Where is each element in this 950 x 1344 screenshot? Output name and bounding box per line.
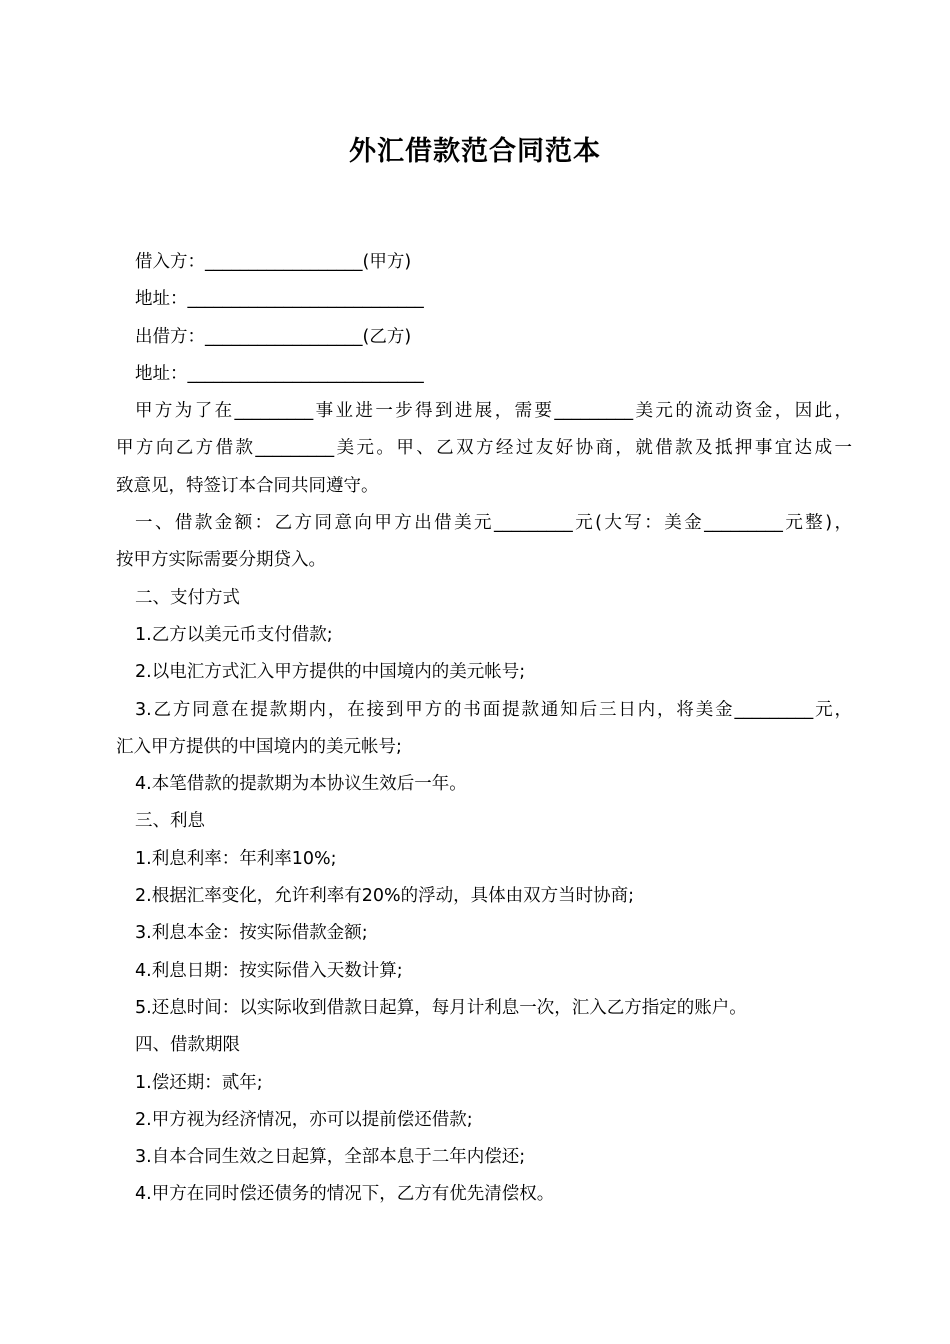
preamble-line: 致意见，特签订本合同共同遵守。 [116,475,379,496]
list-item: 1.乙方以美元币支付借款; [135,624,333,645]
list-item: 3.自本合同生效之日起算，全部本息于二年内偿还; [135,1147,526,1168]
borrower-address-line: 地址：___________________________ [135,289,424,310]
list-item: 5.还息时间：以实际收到借款日起算，每月计利息一次，汇入乙方指定的账户。 [135,997,747,1018]
section-heading-payment-method: 二、支付方式 [135,587,240,608]
document-body [116,244,852,1214]
lender-line: 出借方：__________________(乙方) [135,326,412,347]
borrower-line: 借入方：__________________(甲方) [135,252,412,272]
list-item: 2.甲方视为经济情况，亦可以提前偿还借款; [135,1109,473,1130]
lender-address-line: 地址：___________________________ [135,363,424,384]
list-item: 4.本笔借款的提款期为本协议生效后一年。 [135,774,467,795]
list-item: 1.偿还期：贰年; [135,1072,263,1093]
list-item: 4.甲方在同时偿还债务的情况下，乙方有优先清偿权。 [135,1184,555,1205]
list-item: 2.以电汇方式汇入甲方提供的中国境内的美元帐号; [135,662,526,683]
list-item: 4.利息日期：按实际借入天数计算; [135,960,403,981]
list-item: 3.利息本金：按实际借款金额; [135,923,368,944]
document-title: 外汇借款范合同范本 [349,136,601,167]
list-item-continued: 汇入甲方提供的中国境内的美元帐号; [116,736,402,757]
preamble-line: 甲方为了在_________事业进一步得到进展，需要_________美元的流动资金，因此， [135,401,852,422]
preamble-line: 甲方向乙方借款_________美元。甲、乙双方经过友好协商，就借款及抵押事宜达成一 [116,438,852,459]
clause-loan-amount-continued: 按甲方实际需要分期贷入。 [116,550,326,571]
section-heading-interest: 三、利息 [135,811,205,832]
list-item: 3.乙方同意在提款期内，在接到甲方的书面提款通知后三日内，将美金_________元， [135,699,852,720]
list-item: 2.根据汇率变化，允许利率有20%的浮动，具体由双方当时协商; [135,886,634,907]
clause-loan-amount: 一、借款金额：乙方同意向甲方出借美元_________元(大写：美金_________元整)， [135,513,852,534]
list-item: 1.利息利率：年利率10%; [135,848,337,869]
section-heading-loan-term: 四、借款期限 [135,1035,240,1056]
